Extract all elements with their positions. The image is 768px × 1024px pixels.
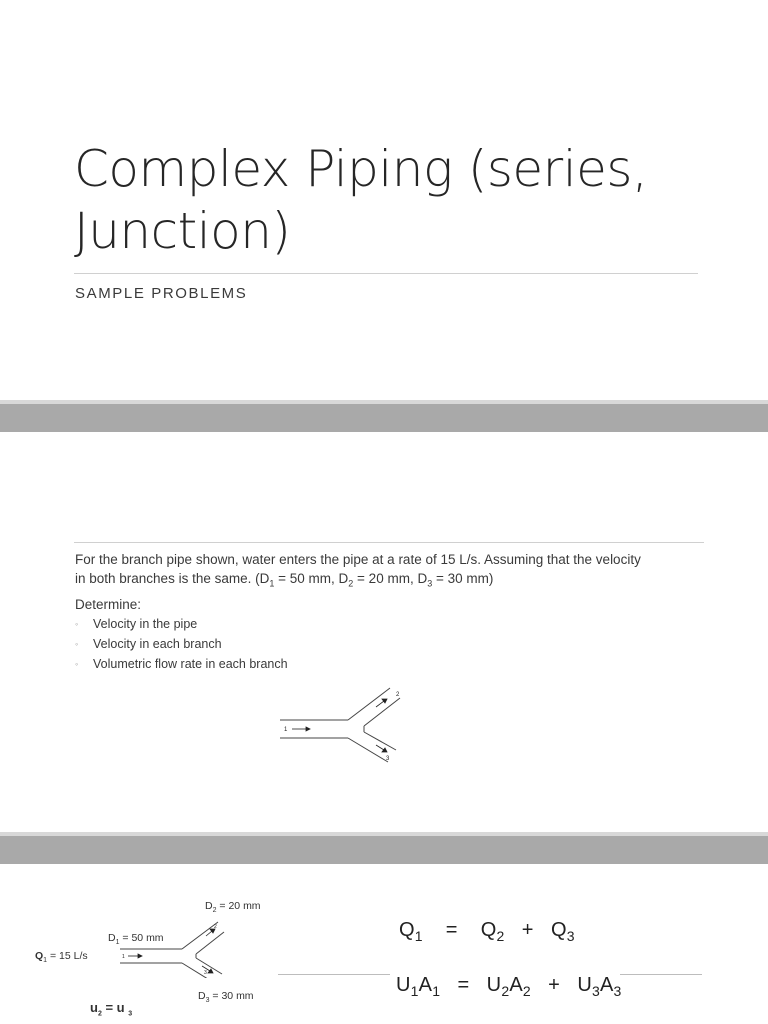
velocity-equality: $u_2 = u$ $_3$ — [90, 1000, 133, 1018]
diagram-label-3: 3 — [386, 756, 390, 762]
bullet-item: ◦ Velocity in the pipe — [75, 617, 198, 631]
slide-title — [0, 0, 768, 400]
branch-pipe-diagram-small — [118, 908, 228, 978]
branch-pipe-diagram — [278, 684, 418, 764]
diagram-label-2: 2 — [214, 924, 217, 930]
slide-separator — [0, 832, 768, 864]
problem-statement — [75, 550, 705, 594]
diagram-label-1: 1 — [284, 727, 288, 733]
equation-rule-left — [278, 974, 390, 975]
bullet-item: ◦ Volumetric flow rate in each branch — [75, 657, 288, 671]
slide-solution — [0, 864, 768, 1024]
slide-title-heading — [74, 138, 724, 262]
d1-label: $D_1 = 50$ mm — [108, 932, 164, 947]
problem-line-1: For the branch pipe shown, water enters the pipe at a rate of 15 L/s. Assuming that the velocity — [75, 552, 641, 567]
equation-rule-right — [620, 974, 702, 975]
slide-subtitle: SAMPLE PROBLEMS — [75, 285, 248, 302]
problem-rule — [74, 542, 704, 543]
q1-label: $Q_1 = 15$ L/s — [35, 950, 88, 965]
d2-label: $D_2 = 20$ mm — [205, 900, 261, 915]
bullet-item: ◦ Velocity in each branch — [75, 637, 222, 651]
title-rule — [74, 273, 698, 274]
diagram-label-2: 2 — [396, 692, 400, 698]
slide-problem — [0, 432, 768, 832]
diagram-label-1: 1 — [122, 954, 125, 960]
problem-line-2: in both branches is the same. ($D_1 = 50$ mm, $D_2 = 20$ mm, $D_3 = 30$ mm) — [75, 571, 494, 589]
d3-label: $D_3 = 30$ mm — [198, 990, 254, 1005]
title-line-2: Junction) — [74, 202, 291, 260]
continuity-equation: $Q_1$ = $Q_2$ + $Q_3$ — [399, 919, 575, 944]
velocity-area-equation: $U_1A_1$ = $U_2A_2$ + $U_3A_3$ — [396, 974, 622, 999]
title-line-1: Complex Piping (series, — [74, 140, 648, 198]
determine-label: Determine: — [75, 597, 142, 612]
slide-separator — [0, 400, 768, 432]
diagram-label-3: 3 — [204, 970, 207, 976]
